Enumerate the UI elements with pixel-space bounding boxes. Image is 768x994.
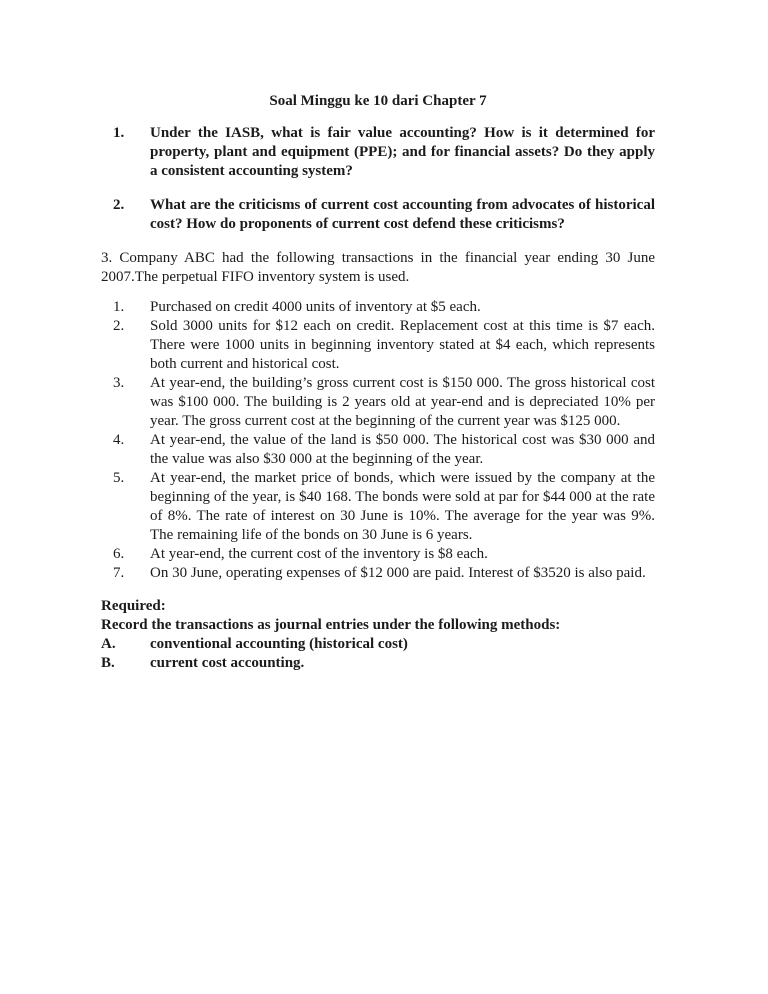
question-number: 1.: [113, 125, 125, 141]
transaction-text: Purchased on credit 4000 units of inventory at $5 each.: [150, 299, 481, 315]
transaction-number: 3.: [113, 375, 125, 391]
question-item: [101, 196, 655, 234]
transaction-number: 2.: [113, 318, 125, 334]
transaction-number: 5.: [113, 470, 125, 486]
transaction-number: 1.: [113, 299, 125, 315]
question-text: What are the criticisms of current cost accounting from advocates of historical cost? How do proponents of current cost defend these criticisms?: [150, 197, 655, 232]
page-title: Soal Minggu ke 10 dari Chapter 7: [269, 93, 487, 109]
transaction-item: [101, 298, 655, 317]
transaction-number: 7.: [113, 565, 125, 581]
question-number: 2.: [113, 197, 125, 213]
transaction-list: [101, 298, 655, 583]
transaction-text: Sold 3000 units for $12 each on credit. Replacement cost at this time is $7 each. There were 1000 units in beginning inventory stated at $4 each, which represents both current and historical cost.: [150, 318, 655, 372]
method-item: [101, 654, 655, 673]
transaction-item: [101, 545, 655, 564]
method-item: [101, 635, 655, 654]
transaction-text: At year-end, the value of the land is $50 000. The historical cost was $30 000 and the value was also $30 000 at the beginning of the year.: [150, 432, 655, 467]
required-heading: Required:: [101, 598, 166, 614]
transaction-item: [101, 374, 655, 431]
transaction-text: On 30 June, operating expenses of $12 000 are paid. Interest of $3520 is also paid.: [150, 565, 646, 581]
intro-paragraph: 3. Company ABC had the following transactions in the financial year ending 30 June 2007.The perpetual FIFO inventory system is used.: [101, 250, 655, 285]
transaction-text: At year-end, the market price of bonds, which were issued by the company at the beginning of the year, is $40 168. The bonds were sold at par for $44 000 at the rate of 8%. The rate of interest on 30 June is 10%. The average for the year was 9%. The remaining life of the bonds on 30 June is 6 years.: [150, 470, 655, 543]
transaction-number: 6.: [113, 546, 125, 562]
method-text: conventional accounting (historical cost): [150, 636, 408, 652]
transaction-item: [101, 469, 655, 545]
method-label: B.: [101, 655, 115, 671]
transaction-number: 4.: [113, 432, 125, 448]
question-text: Under the IASB, what is fair value accounting? How is it determined for property, plant and equipment (PPE); and for financial assets? Do they apply a consistent accounting system?: [150, 125, 655, 179]
transaction-item: [101, 431, 655, 469]
method-label: A.: [101, 636, 116, 652]
required-instruction: Record the transactions as journal entries under the following methods:: [101, 617, 561, 633]
transaction-text: At year-end, the current cost of the inventory is $8 each.: [150, 546, 488, 562]
transaction-text: At year-end, the building’s gross current cost is $150 000. The gross historical cost was $100 000. The building is 2 years old at year-end and is depreciated 10% per year. The gross current cost at the beginning of the current year was $125 000.: [150, 375, 655, 429]
document-content: [101, 92, 655, 673]
method-text: current cost accounting.: [150, 655, 305, 671]
transaction-item: [101, 317, 655, 374]
transaction-item: [101, 564, 655, 583]
question-item: [101, 124, 655, 181]
